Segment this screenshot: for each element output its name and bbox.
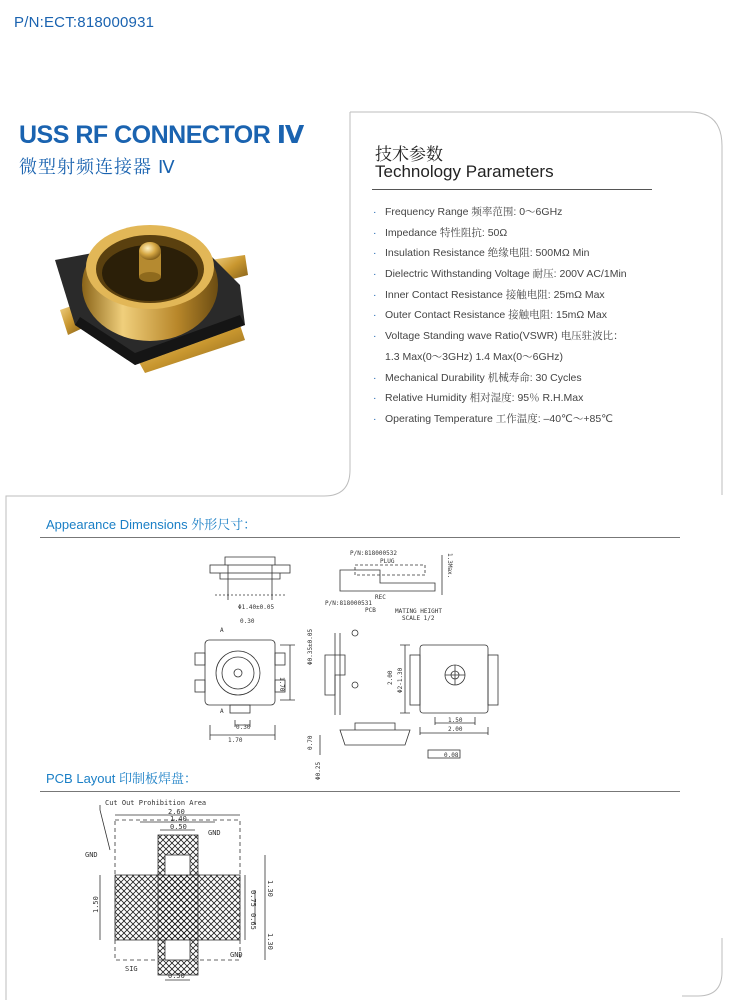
appearance-divider: [40, 537, 680, 538]
spec-item: · Mechanical Durability 机械寿命: 30 Cycles: [373, 371, 582, 384]
dim-d030: 0.30: [240, 618, 255, 625]
dim-d150: 1.50: [448, 717, 463, 724]
pcb-title: PCB Layout 印制板焊盘：: [46, 771, 197, 786]
label-gnd-left: GND: [85, 851, 98, 859]
dim-d130-b: 1.30: [266, 933, 274, 950]
connector-photo: [40, 205, 300, 385]
dim-d2130: Φ2-1.30: [397, 667, 404, 693]
appearance-drawing: [180, 545, 510, 785]
dim-d025: Φ0.25: [315, 761, 322, 780]
spec-item: · Relative Humidity 相对湿度: 95％ R.H.Max: [373, 392, 584, 405]
tech-heading: Technology Parameters: [375, 162, 554, 181]
dim-d140: 1.40: [170, 815, 187, 823]
spec-item: · Dielectric Withstanding Voltage 耐压: 200V AC/1Min: [373, 268, 627, 281]
dim-d050: 0.50: [170, 823, 187, 831]
dim-d170: 1.70: [228, 737, 243, 744]
spec-item: · Insulation Resistance 绝缘电阻: 500MΩ Min: [373, 247, 590, 260]
label-gnd-top: GND: [208, 829, 221, 837]
spec-item: · Impedance 特性阻抗: 50Ω: [373, 226, 508, 239]
spec-item: · Frequency Range 频率范围: 0～6GHz: [373, 206, 563, 218]
dim-d260: 2.60: [168, 808, 185, 816]
dim-d008: 0.08: [444, 752, 459, 759]
spec-list: [373, 202, 627, 430]
dim-d065: 0.65: [249, 913, 257, 930]
pcb-drawing: [70, 795, 300, 985]
label-a-bottom: A: [220, 708, 224, 715]
dim-d150: 1.50: [92, 896, 100, 913]
product-title: USS RF CONNECTOR Ⅳ: [19, 121, 304, 149]
tech-divider: [372, 189, 652, 190]
product-title-cn: 微型射频连接器 Ⅳ: [19, 157, 176, 177]
label-gnd-bottom: GND: [230, 951, 243, 959]
dim-d140: Φ1.40±0.05: [238, 604, 275, 611]
dim-d130: 1.30: [266, 880, 274, 897]
dim-d050-b: 0.50: [168, 972, 185, 980]
label-plug: PLUG: [380, 558, 395, 565]
label-pn-pcb: P/N:818000531: [325, 600, 372, 607]
spec-item-continued: 1.3 Max(0～3GHz) 1.4 Max(0～6GHz): [385, 350, 563, 363]
label-cutout: Cut Out Prohibition Area: [105, 799, 207, 807]
dim-d035: Φ0.35±0.05: [307, 628, 314, 665]
label-scale: SCALE 1/2: [402, 615, 435, 622]
spec-item: · Inner Contact Resistance 接触电阻: 25mΩ Max: [373, 288, 605, 301]
dim-d075: 0.75: [249, 890, 257, 907]
label-mating-height: MATING HEIGHT: [395, 608, 442, 615]
dim-d200: 2.00: [387, 670, 394, 685]
appearance-title: Appearance Dimensions 外形尺寸：: [46, 517, 257, 532]
tech-heading-cn: 技术参数: [375, 145, 443, 164]
label-pcb: PCB: [365, 607, 376, 614]
dim-d070: 0.70: [307, 735, 314, 750]
spec-item: · Voltage Standing wave Ratio(VSWR) 电压驻波比：: [373, 330, 624, 343]
label-a-top: A: [220, 627, 224, 634]
dim-d200-b: 2.00: [448, 726, 463, 733]
label-sig: SIG: [125, 965, 138, 973]
dim-max-height: 1.3Max.: [446, 553, 453, 579]
spec-item: · Outer Contact Resistance 接触电阻: 15mΩ Max: [373, 309, 608, 322]
part-number: P/N:ECT:818000931: [14, 14, 155, 31]
label-rec: REC: [375, 594, 386, 601]
pcb-divider: [40, 791, 680, 792]
dim-d170-side: 1.70: [278, 677, 285, 692]
spec-item: · Operating Temperature 工作温度: –40℃～+85℃: [373, 412, 613, 425]
label-pn-plug: P/N:818000532: [350, 550, 397, 557]
dim-d030-b: 0.30: [236, 724, 251, 731]
